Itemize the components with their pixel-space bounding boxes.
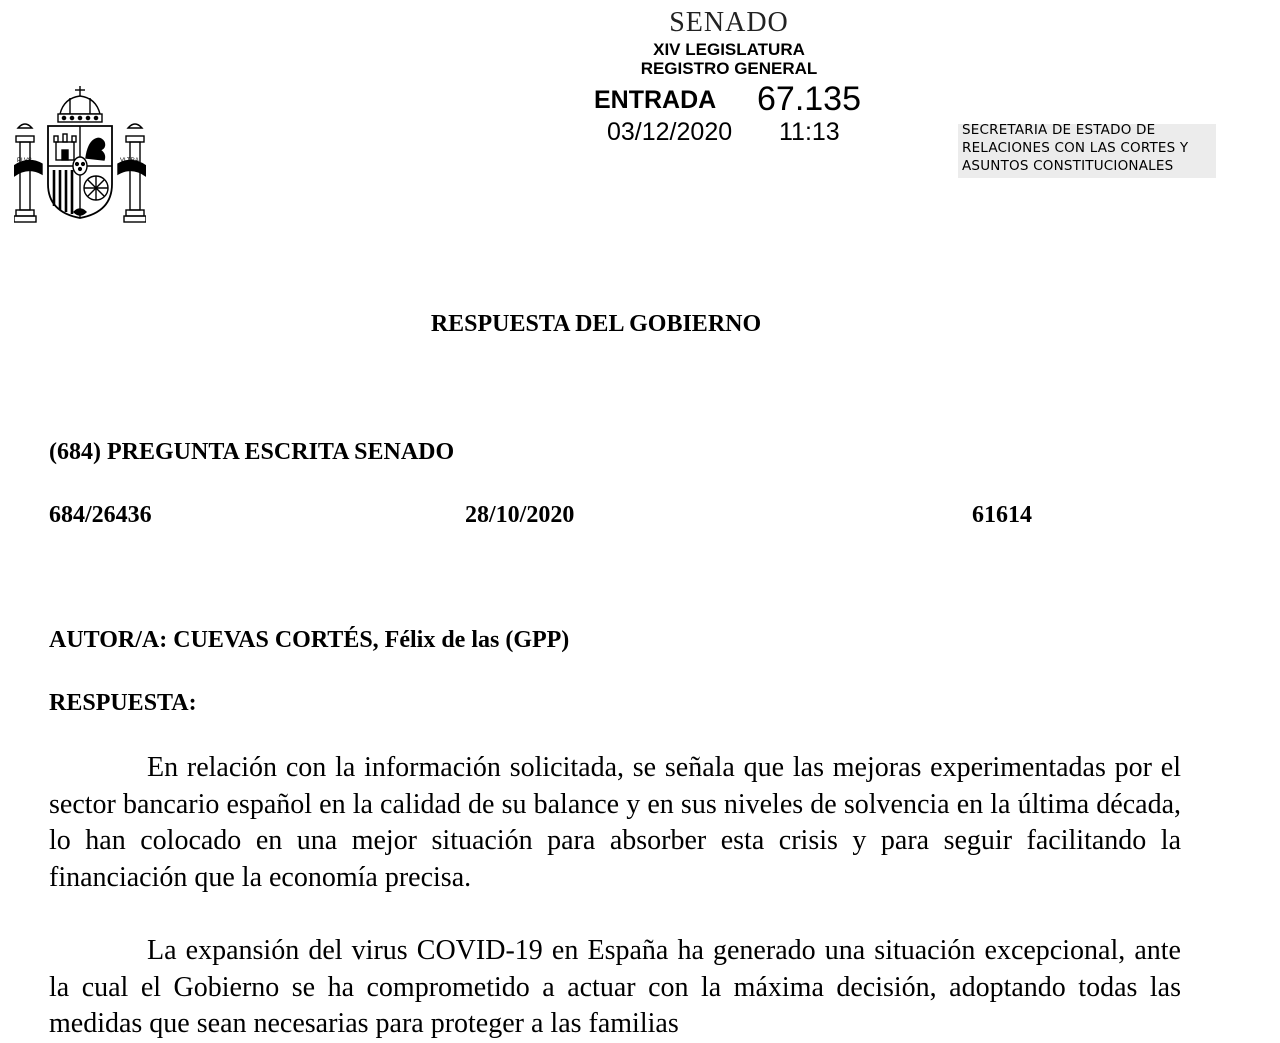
question-reference: 684/26436 (49, 502, 152, 528)
stamp-entry-number: 67.135 (757, 80, 861, 118)
question-type: (684) PREGUNTA ESCRITA SENADO (49, 439, 455, 465)
secretaria-line-1: SECRETARIA DE ESTADO DE (962, 122, 1156, 138)
stamp-date: 03/12/2020 (607, 118, 733, 146)
stamp-institution: SENADO (669, 7, 789, 38)
stamp-legislature: XIV LEGISLATURA (653, 40, 805, 59)
response-paragraph-1 (49, 750, 1181, 896)
paragraph-text: En relación con la información solicitada, se señala que las mejoras experimentadas por el sector bancario español en la calidad de su balance y en sus niveles de solvencia en la última década, lo han colocado en una mejor situación para absorber esta crisis y para seguir facilitando la financiación que la economía precisa. (49, 752, 1181, 893)
secretaria-line-2: RELACIONES CON LAS CORTES Y (962, 140, 1189, 156)
stamp-time: 11:13 (779, 118, 840, 146)
spanish-coat-of-arms-icon (14, 84, 146, 226)
question-registry-number: 61614 (972, 502, 1032, 528)
svg-text:VLTRA: VLTRA (120, 158, 139, 164)
paragraph-text: La expansión del virus COVID-19 en España ha generado una situación excepcional, ante la cual el Gobierno se ha comprometido a actuar con la máxima decisión, adoptando todas las medidas que sean necesarias para proteger a las familias (49, 935, 1181, 1039)
response-label: RESPUESTA: (49, 690, 197, 716)
question-date: 28/10/2020 (465, 502, 575, 528)
response-paragraph-2 (49, 933, 1181, 1043)
svg-text:PLVS: PLVS (17, 158, 32, 164)
stamp-registry: REGISTRO GENERAL (640, 59, 818, 78)
stamp-entry-label: ENTRADA (594, 86, 717, 114)
document-title: RESPUESTA DEL GOBIERNO (430, 311, 762, 337)
secretaria-line-3: ASUNTOS CONSTITUCIONALES (962, 158, 1174, 174)
author-line: AUTOR/A: CUEVAS CORTÉS, Félix de las (GPP) (49, 627, 570, 653)
